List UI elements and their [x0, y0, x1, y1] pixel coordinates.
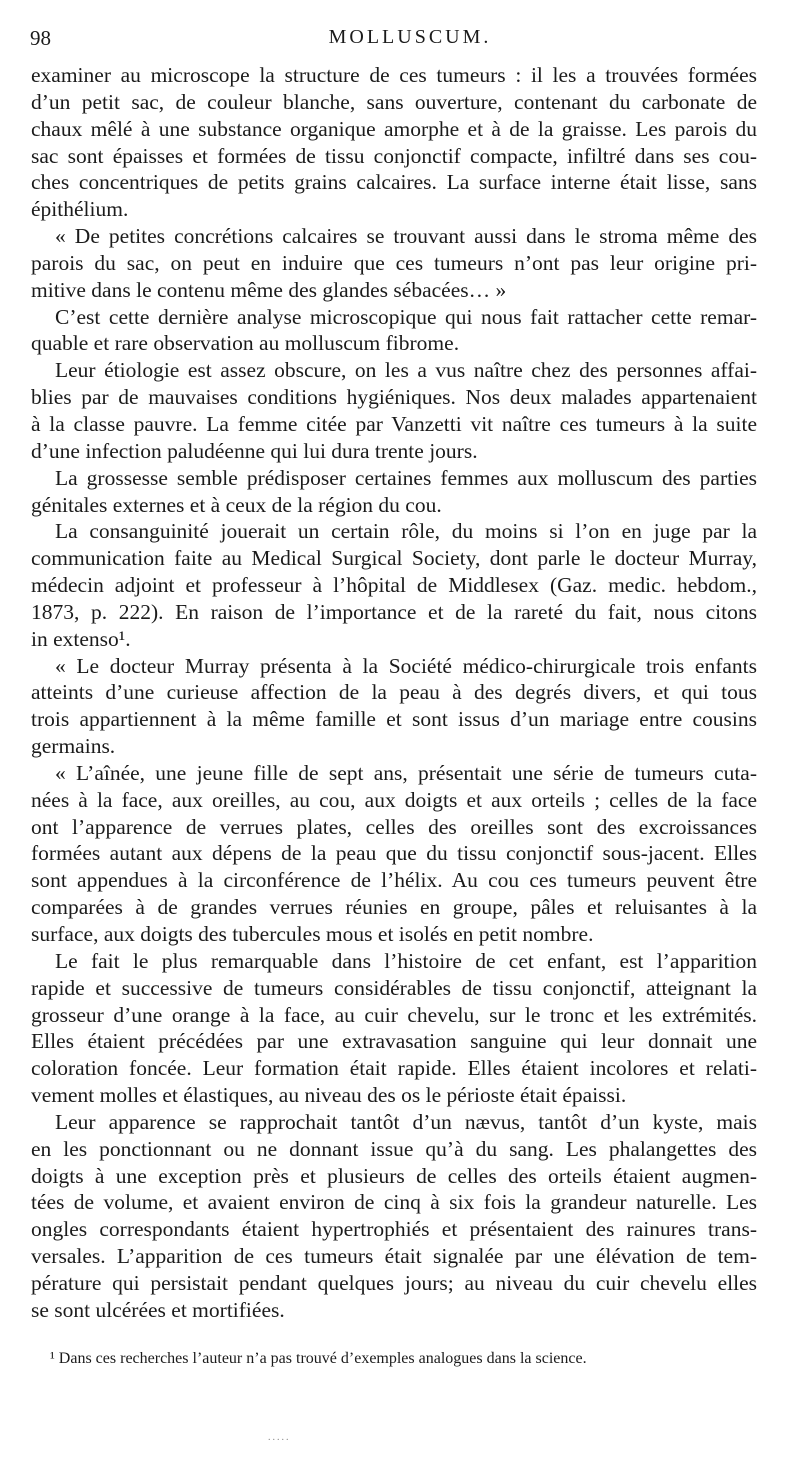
text-line: formées autant aux dépens de la peau que du tissu conjonctif sous-jacent. Elles	[31, 841, 757, 866]
text-line: ongles correspondants étaient hypertrophiés et présentaient des rainures trans-	[31, 1217, 757, 1242]
text-line: 1873, p. 222). En raison de l’importance et de la rareté du fait, nous citons	[31, 599, 757, 624]
text-line: nées à la face, aux oreilles, au cou, aux doigts et aux orteils ; celles de la face	[31, 787, 757, 812]
text-line: « L’aînée, une jeune fille de sept ans, présentait une série de tumeurs cuta-	[55, 760, 757, 785]
text-line: doigts à une exception près et plusieurs de celles des orteils étaient augmen-	[31, 1163, 757, 1188]
text-line: ches concentriques de petits grains calcaires. La surface interne était lisse, sans	[31, 170, 757, 195]
text-line: parois du sac, on peut en induire que ces tumeurs n’ont pas leur origine pri-	[31, 250, 757, 275]
text-line: pérature qui persistait pendant quelques jours; au niveau du cuir chevelu elles	[31, 1270, 757, 1295]
text-line: chaux mêlé à une substance organique amorphe et à de la graisse. Les parois du	[31, 116, 757, 141]
text-line: Leur apparence se rapprochait tantôt d’un nævus, tantôt d’un kyste, mais	[55, 1109, 757, 1134]
bottom-mark: .....	[268, 1432, 291, 1443]
text-line: Leur étiologie est assez obscure, on les a vus naître chez des personnes affai-	[55, 358, 757, 383]
text-line: « De petites concrétions calcaires se trouvant aussi dans le stroma même des	[55, 224, 757, 249]
text-line: « Le docteur Murray présenta à la Société médico-chirurgicale trois enfants	[55, 653, 757, 678]
text-line: d’une infection paludéenne qui lui dura trente jours.	[31, 438, 478, 463]
text-line: coloration foncée. Leur formation était rapide. Elles étaient incolores et relati-	[31, 1056, 757, 1081]
text-line: rapide et successive de tumeurs considérables de tissu conjonctif, atteignant la	[31, 975, 757, 1000]
text-line: La grossesse semble prédisposer certaines femmes aux molluscum des parties	[55, 465, 757, 490]
text-line: épithélium.	[31, 197, 129, 222]
text-line: génitales externes et à ceux de la région du cou.	[31, 492, 442, 517]
text-line: tées de volume, et avaient environ de cinq à six fois la grandeur naturelle. Les	[31, 1190, 757, 1215]
text-line: mitive dans le contenu même des glandes sébacées… »	[31, 277, 507, 302]
text-line: médecin adjoint et professeur à l’hôpital de Middlesex (Gaz. medic. hebdom.,	[31, 573, 757, 598]
text-line: comparées à de grandes verrues réunies en groupe, pâles et reluisantes à la	[31, 895, 757, 920]
text-line: quable et rare observation au molluscum fibrome.	[31, 331, 460, 356]
text-line: Le fait le plus remarquable dans l’histoire de cet enfant, est l’apparition	[55, 948, 757, 973]
text-line: germains.	[31, 734, 116, 759]
text-line: vement molles et élastiques, au niveau des os le périoste était épaissi.	[31, 1083, 627, 1108]
text-line: surface, aux doigts des tubercules mous et isolés en petit nombre.	[31, 922, 594, 946]
text-line: en les ponctionnant ou ne donnant issue qu’à du sang. Les phalangettes des	[31, 1136, 757, 1161]
body-text	[31, 62, 757, 1324]
text-line: versales. L’apparition de ces tumeurs était signalée par une élévation de tem-	[31, 1244, 757, 1269]
text-line: in extenso¹.	[31, 626, 131, 651]
text-line: La consanguinité jouerait un certain rôle, du moins si l’on en juge par la	[55, 519, 757, 544]
text-line: à la classe pauvre. La femme citée par Vanzetti vit naître ces tumeurs à la suite	[31, 411, 757, 436]
footnote: ¹ Dans ces recherches l’auteur n’a pas trouvé d’exemples analogues dans la science.	[50, 1350, 587, 1367]
text-line: ont l’apparence de verrues plates, celles des oreilles sont des excroissances	[31, 814, 757, 839]
text-line: se sont ulcérées et mortifiées.	[31, 1297, 285, 1322]
text-line: communication faite au Medical Surgical Society, dont parle le docteur Murray,	[31, 546, 757, 571]
text-line: sac sont épaisses et formées de tissu conjonctif compacte, infiltré dans ses cou-	[31, 143, 757, 168]
text-line: C’est cette dernière analyse microscopique qui nous fait rattacher cette remar-	[55, 304, 757, 329]
text-line: Elles étaient précédées par une extravasation sanguine qui leur donnait une	[31, 1029, 757, 1054]
page-header	[30, 26, 760, 56]
text-line: examiner au microscope la structure de ces tumeurs : il les a trouvées formées	[31, 63, 757, 87]
text-line: atteints d’une curieuse affection de la peau à des degrés divers, et qui tous	[31, 680, 757, 705]
page-number: 98	[30, 26, 51, 50]
text-line: trois appartiennent à la même famille et sont issus d’un mariage entre cousins	[31, 707, 757, 732]
text-line: sont appendues à la circonférence de l’hélix. Au cou ces tumeurs peuvent être	[31, 868, 757, 893]
text-line: d’un petit sac, de couleur blanche, sans ouverture, contenant du carbonate de	[31, 89, 757, 114]
text-line: blies par de mauvaises conditions hygiéniques. Nos deux malades appartenaient	[31, 385, 757, 410]
running-title: MOLLUSCUM.	[328, 26, 492, 48]
text-line: grosseur d’une orange à la face, au cuir chevelu, sur le tronc et les extrémités.	[31, 1002, 757, 1027]
